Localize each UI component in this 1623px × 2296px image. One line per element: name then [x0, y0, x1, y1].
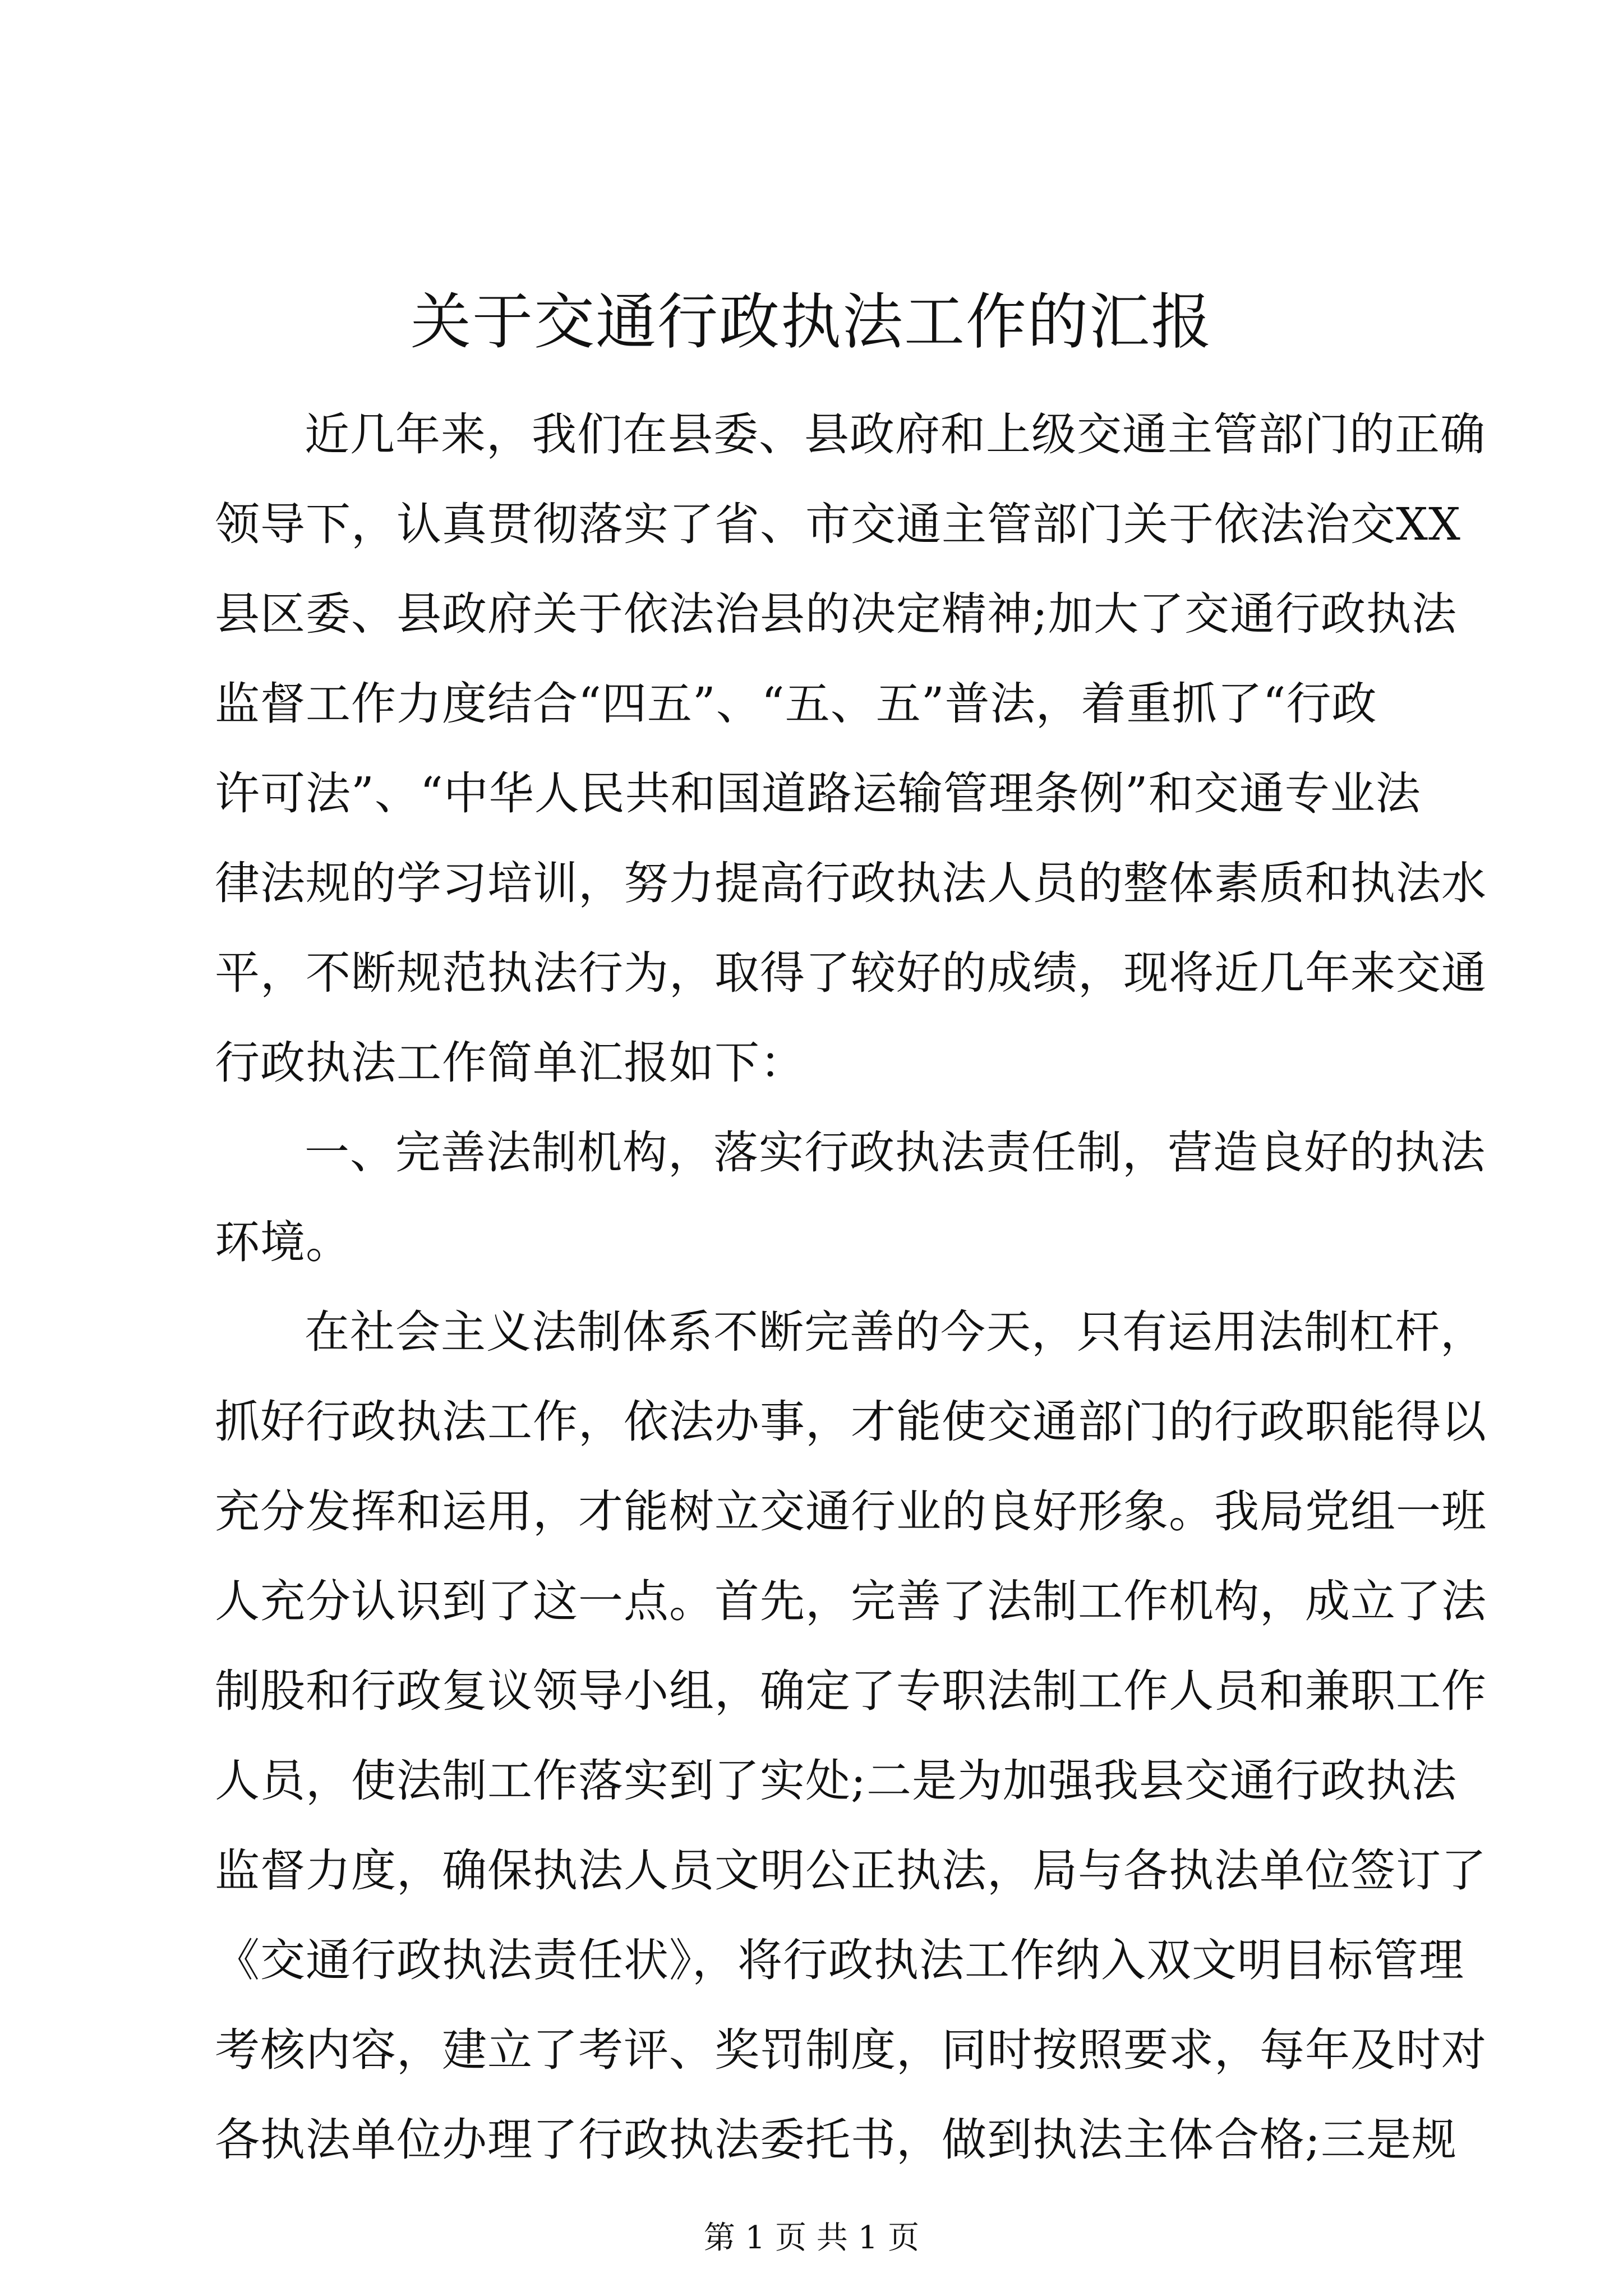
- paragraph-line: 律法规的学习培训，努力提高行政执法人员的整体素质和执法水: [215, 857, 1487, 909]
- paragraph-line: 监督力度，确保执法人员文明公正执法，局与各执法单位签订了: [215, 1844, 1487, 1897]
- paragraph-line: 监督工作力度结合“四五”、“五、五”普法，着重抓了“行政: [215, 678, 1377, 730]
- paragraph-line: 近几年来，我们在县委、县政府和上级交通主管部门的正确: [305, 408, 1486, 461]
- paragraph-line: 在社会主义法制体系不断完善的今天，只有运用法制杠杆，: [305, 1306, 1486, 1358]
- paragraph-line: 人充分认识到了这一点。首先，完善了法制工作机构，成立了法: [215, 1575, 1487, 1627]
- paragraph-line: 县区委、县政府关于依法治县的决定精神;加大了交通行政执法: [215, 588, 1457, 640]
- paragraph-line: 制股和行政复议领导小组，确定了专职法制工作人员和兼职工作: [215, 1665, 1487, 1717]
- paragraph-line: 各执法单位办理了行政执法委托书，做到执法主体合格;三是规: [215, 2114, 1457, 2166]
- paragraph-line: 《交通行政执法责任状》，将行政执法工作纳入双文明目标管理: [215, 1934, 1464, 1986]
- paragraph-line: 平，不断规范执法行为，取得了较好的成绩，现将近几年来交通: [215, 947, 1487, 999]
- page-footer: 第 1 页 共 1 页: [703, 2220, 920, 2256]
- paragraph-line: 人员，使法制工作落实到了实处;二是为加强我县交通行政执法: [215, 1755, 1457, 1807]
- paragraph-line: 抓好行政执法工作，依法办事，才能使交通部门的行政职能得以: [215, 1396, 1487, 1448]
- section-heading-line: 环境。: [215, 1216, 351, 1268]
- paragraph-line: 行政执法工作简单汇报如下：: [215, 1037, 805, 1089]
- paragraph-line: 领导下，认真贯彻落实了省、市交通主管部门关于依法治交XX: [215, 498, 1461, 550]
- paragraph-line: 充分发挥和运用，才能树立交通行业的良好形象。我局党组一班: [215, 1485, 1487, 1538]
- paragraph-line: 许可法”、“中华人民共和国道路运输管理条例”和交通专业法: [215, 767, 1421, 820]
- paragraph-line: 考核内容，建立了考评、奖罚制度，同时按照要求，每年及时对: [215, 2024, 1487, 2076]
- section-heading-line: 一、完善法制机构，落实行政执法责任制，营造良好的执法: [305, 1126, 1486, 1179]
- document-title: 关于交通行政执法工作的汇报: [410, 287, 1212, 357]
